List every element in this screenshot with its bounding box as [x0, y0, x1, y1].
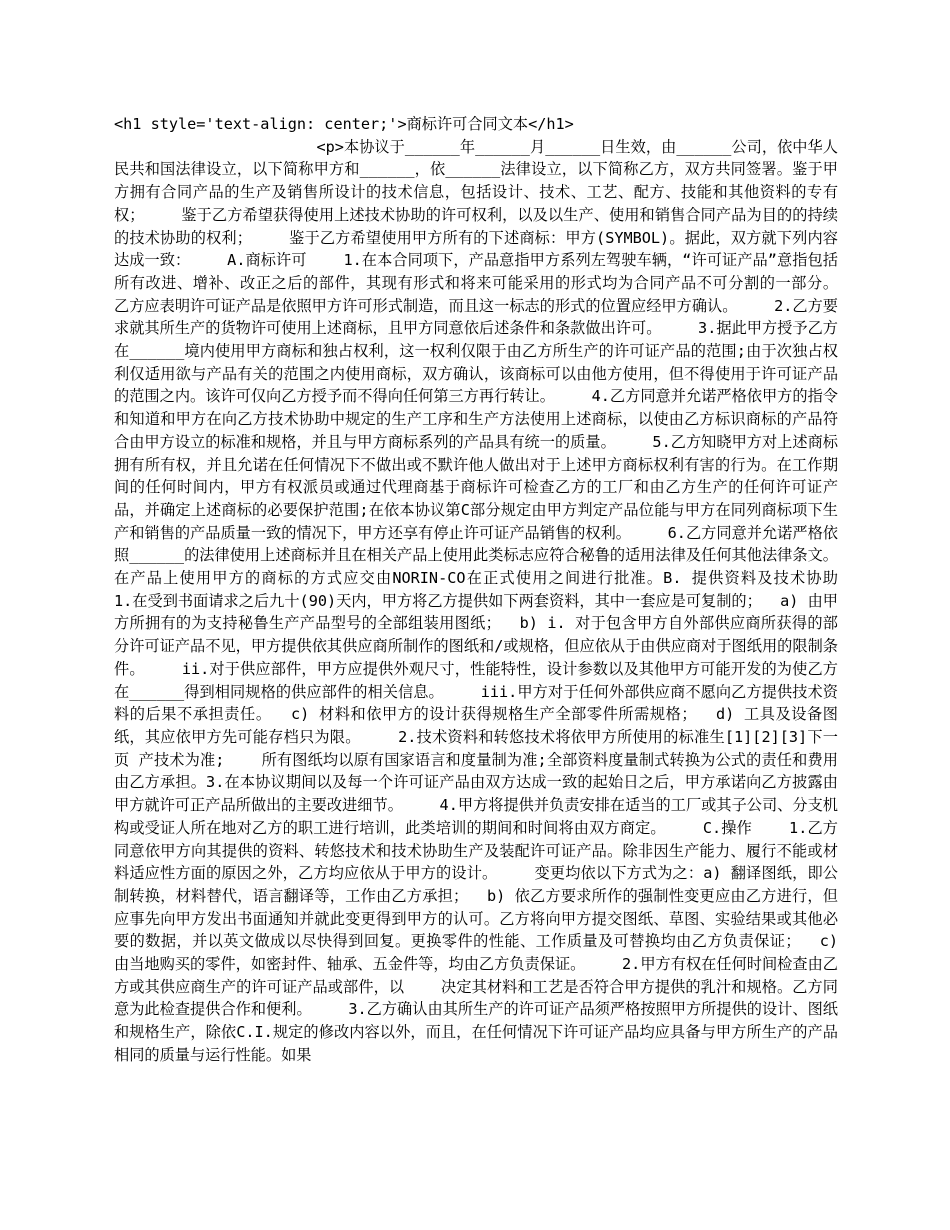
document-body-text: <p>本协议于______年______月______日生效，由______公司，依中华人民共和国法律设立，以下简称甲方和______，依______法律设立，以下简称乙方，双方共同签署。鉴于甲方拥有合同产品的生产及销售所设计的技术信息，包括设计、技术、工艺、配方、技能和其他资料的专有权； 鉴于乙方希望获得使用上述技术协助的许可权利，以及以生产、使用和销售合同产品为目的的持续的技术协助的权利； 鉴于乙方希望使用甲方所有的下述商标：甲方(SYMBOL)。据此，双方就下列内容达成一致： A.商标许可 1.在本合同项下，产品意指甲方系列左驾驶车辆，“许可证产品”意指包括所有改进、增补、改正之后的部件，其现有形式和将来可能采用的形式均为合同产品不可分割的一部分。 乙方应表明许可证产品是依照甲方许可形式制造，而且这一标志的形式的位置应经甲方确认。 2.乙方要求就其所生产的货物许可使用上述商标，且甲方同意依后述条件和条款做出许可。 3.据此甲方授予乙方在______境内使用甲方商标和独占权利，这一权利仅限于由乙方所生产的许可证产品的范围;由于次独占权利仅适用欲与产品有关的范围之内使用商标，双方确认，该商标可以由他方使用，但不得使用于许可证产品的范围之内。该许可仅向乙方授予而不得向任何第三方再行转让。 4.乙方同意并允诺严格依甲方的指令和知道和甲方在向乙方技术协助中规定的生产工序和生产方法使用上述商标，以使由乙方标识商标的产品符合由甲方设立的标准和规格，并且与甲方商标系列的产品具有统一的质量。 5.乙方知晓甲方对上述商标拥有所有权，并且允诺在任何情况下不做出或不默许他人做出对于上述甲方商标权利有害的行为。在工作期间的任何时间内，甲方有权派员或通过代理商基于商标许可检查乙方的工厂和由乙方生产的任何许可证产品，并确定上述商标的必要保护范围;在依本协议第C部分规定由甲方判定产品位能与甲方在同列商标项下生产和销售的产品质量一致的情况下，甲方还享有停止许可证产品销售的权利。 6.乙方同意并允诺严格依照______的法律使用上述商标并且在相关产品上使用此类标志应符合秘鲁的适用法律及任何其他法律条文。在产品上使用甲方的商标的方式应交由NORIN-CO在正式使用之间进行批准。B. 提供资料及技术协助 1.在受到书面请求之后九十(90)天内，甲方将乙方提供如下两套资料，其中一套应是可复制的； a) 由甲方所拥有的为支持秘鲁生产产品型号的全部组装用图纸； b) i. 对于包含甲方自外部供应商所获得的部分许可证产品不见，甲方提供依其供应商所制作的图纸和/或规格，但应依从于由供应商对于图纸用的限制条件。 ii.对于供应部件，甲方应提供外观尺寸，性能特性，设计参数以及其他甲方可能开发的为使乙方在______得到相同规格的供应部件的相关信息。 iii.甲方对于任何外部供应商不愿向乙方提供技术资料的后果不承担责任。 c) 材料和依甲方的设计获得规格生产全部零件所需规格； d) 工具及设备图纸，其应依甲方先可能存档只为限。 2.技术资料和转悠技术将依甲方所使用的标准生[1][2][3]下一页 产技术为准; 所有图纸均以原有国家语言和度量制为准;全部资料度量制式转换为公式的责任和费用由乙方承担。3.在本协议期间以及每一个许可证产品由双方达成一致的起始日之后，甲方承诺向乙方披露由甲方就许可正产品所做出的主要改进细节。 4.甲方将提供并负责安排在适当的工厂或其子公司、分支机构或受证人所在地对乙方的职工进行培训，此类培训的期间和时间将由双方商定。 C.操作 1.乙方同意依甲方向其提供的资料、转悠技术和技术协助生产及装配许可证产品。除非因生产能力、履行不能或材料适应性方面的原因之外，乙方均应依从于甲方的设计。 变更均依以下方式为之：a) 翻译图纸，即公制转换，材料替代，语言翻译等，工作由乙方承担； b) 依乙方要求所作的强制性变更应由乙方进行，但应事先向甲方发出书面通知并就此变更得到甲方的认可。乙方将向甲方提交图纸、草图、实验结果或其他必要的数据，并以英文做成以尽快得到回复。更换零件的性能、工作质量及可替换均由乙方负责保证； c) 由当地购买的零件，如密封件、轴承、五金件等，均由乙方负责保证。 2.甲方有权在任何时间检查由乙方或其供应商生产的许可证产品或部件，以 决定其材料和工艺是否符合甲方提供的乳汁和规格。乙方同意为此检查提供合作和便利。 3.乙方确认由其所生产的许可证产品须严格按照甲方所提供的设计、图纸和规格生产，除依C.I.规定的修改内容以外，而且，在任何情况下许可证产品均应具备与甲方所生产的产品相同的质量与运行性能。如果 — [114, 137, 875, 1064]
document-heading-markup: <h1 style='text-align: center;'>商标许可合同文本</h1> — [114, 115, 574, 133]
document-page — [114, 113, 875, 1067]
